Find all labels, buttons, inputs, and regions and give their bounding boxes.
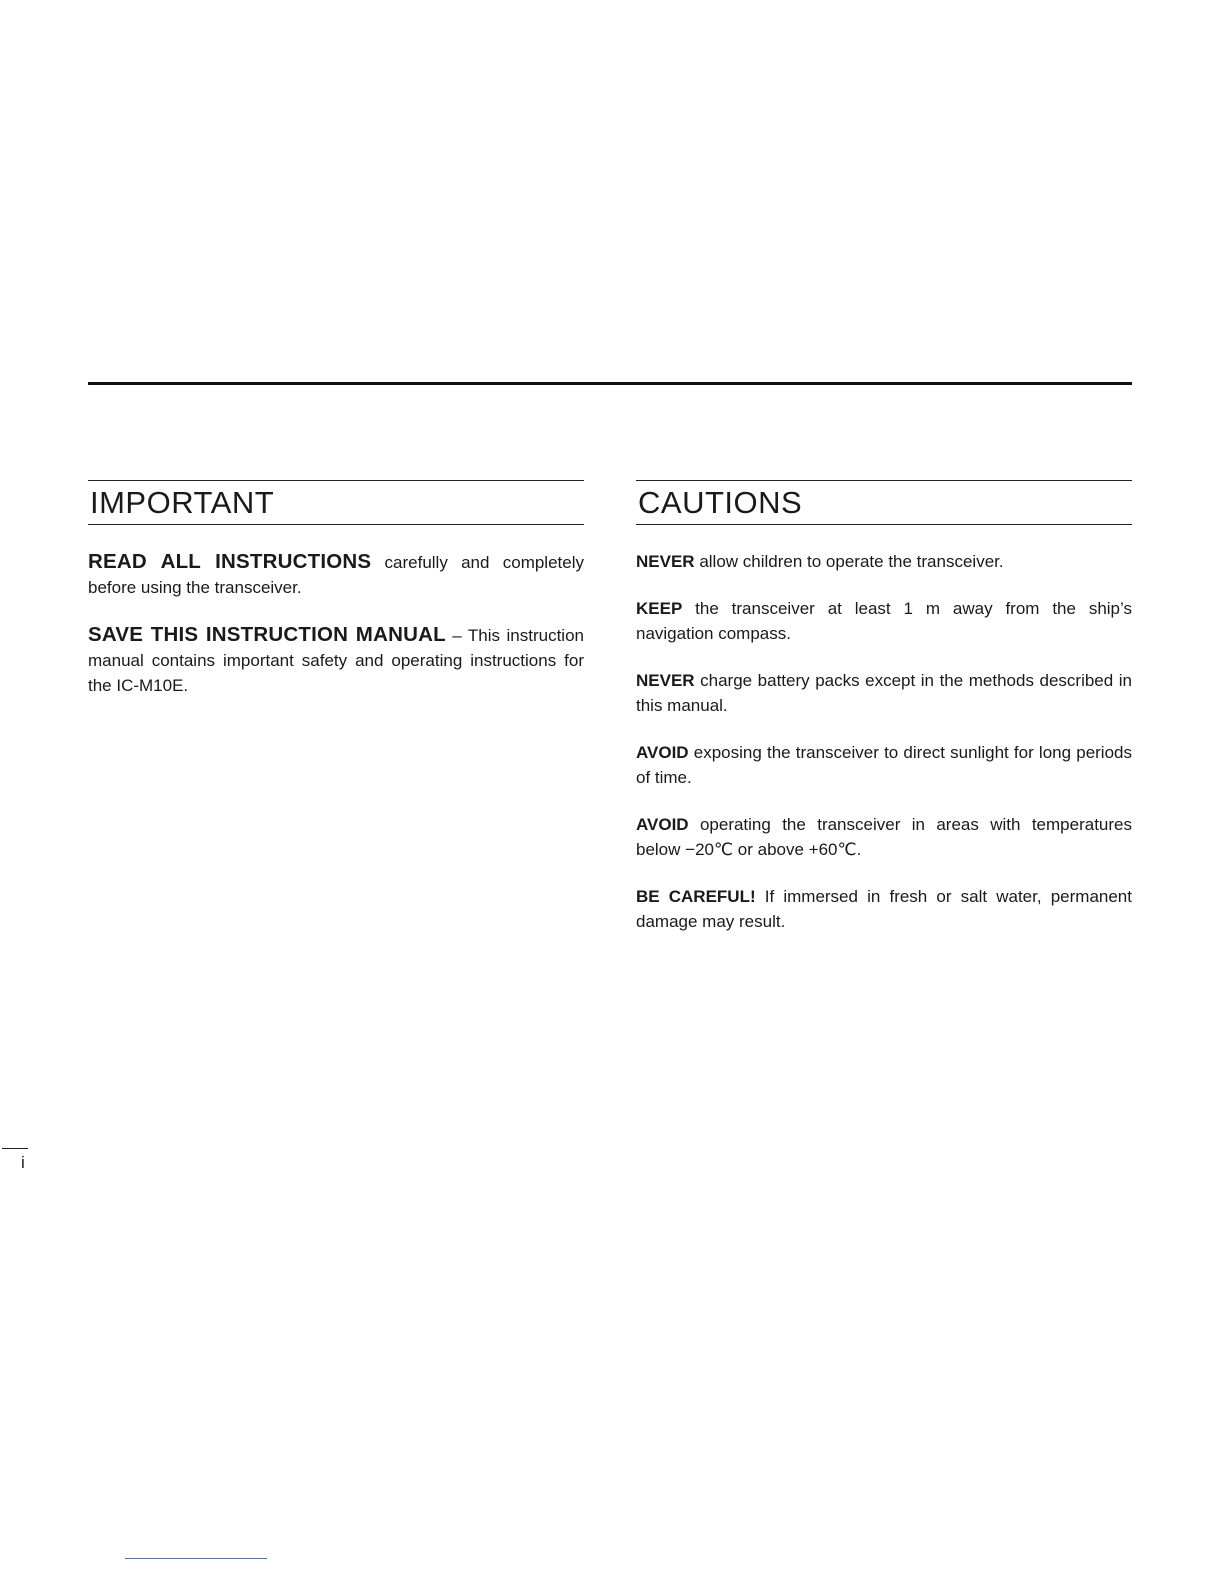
cautions-title: CAUTIONS: [636, 480, 1132, 525]
caution-item: [636, 812, 1132, 862]
top-divider: [88, 382, 1132, 385]
page-number: i: [21, 1153, 25, 1172]
important-section: [88, 480, 584, 698]
read-instructions-keyword: READ ALL INSTRUCTIONS: [88, 550, 372, 573]
cautions-section: [636, 480, 1132, 934]
save-manual-paragraph: [88, 622, 584, 698]
caution-item: [636, 884, 1132, 934]
caution-keyword: AVOID: [636, 815, 689, 834]
save-manual-keyword: SAVE THIS INSTRUCTION MANUAL: [88, 623, 446, 646]
caution-keyword: NEVER: [636, 552, 695, 571]
read-instructions-paragraph: [88, 549, 584, 600]
caution-item: [636, 668, 1132, 718]
caution-item: [636, 596, 1132, 646]
caution-keyword: AVOID: [636, 743, 689, 762]
caution-text: allow children to operate the transceiver.: [699, 552, 1004, 571]
bottom-link-underline: [125, 1558, 267, 1559]
caution-keyword: KEEP: [636, 599, 683, 618]
caution-item: [636, 549, 1132, 574]
save-manual-text: – This instruction manual contains important safety and operating instructions for the IC-M10E.: [88, 626, 584, 695]
read-instructions-text: carefully and completely before using the transceiver.: [88, 553, 584, 597]
caution-text: operating the transceiver in areas with temperatures below −20℃ or above +60℃.: [636, 815, 1132, 859]
caution-keyword: NEVER: [636, 671, 695, 690]
important-title: IMPORTANT: [88, 480, 584, 525]
caution-text: the transceiver at least 1 m away from the ship’s navigation compass.: [636, 599, 1132, 643]
caution-keyword: BE CAREFUL!: [636, 887, 756, 906]
page-marker-line: [2, 1148, 28, 1149]
caution-text: charge battery packs except in the methods described in this manual.: [636, 671, 1132, 715]
caution-item: [636, 740, 1132, 790]
caution-text: If immersed in fresh or salt water, permanent damage may result.: [636, 887, 1132, 931]
caution-text: exposing the transceiver to direct sunlight for long periods of time.: [636, 743, 1132, 787]
